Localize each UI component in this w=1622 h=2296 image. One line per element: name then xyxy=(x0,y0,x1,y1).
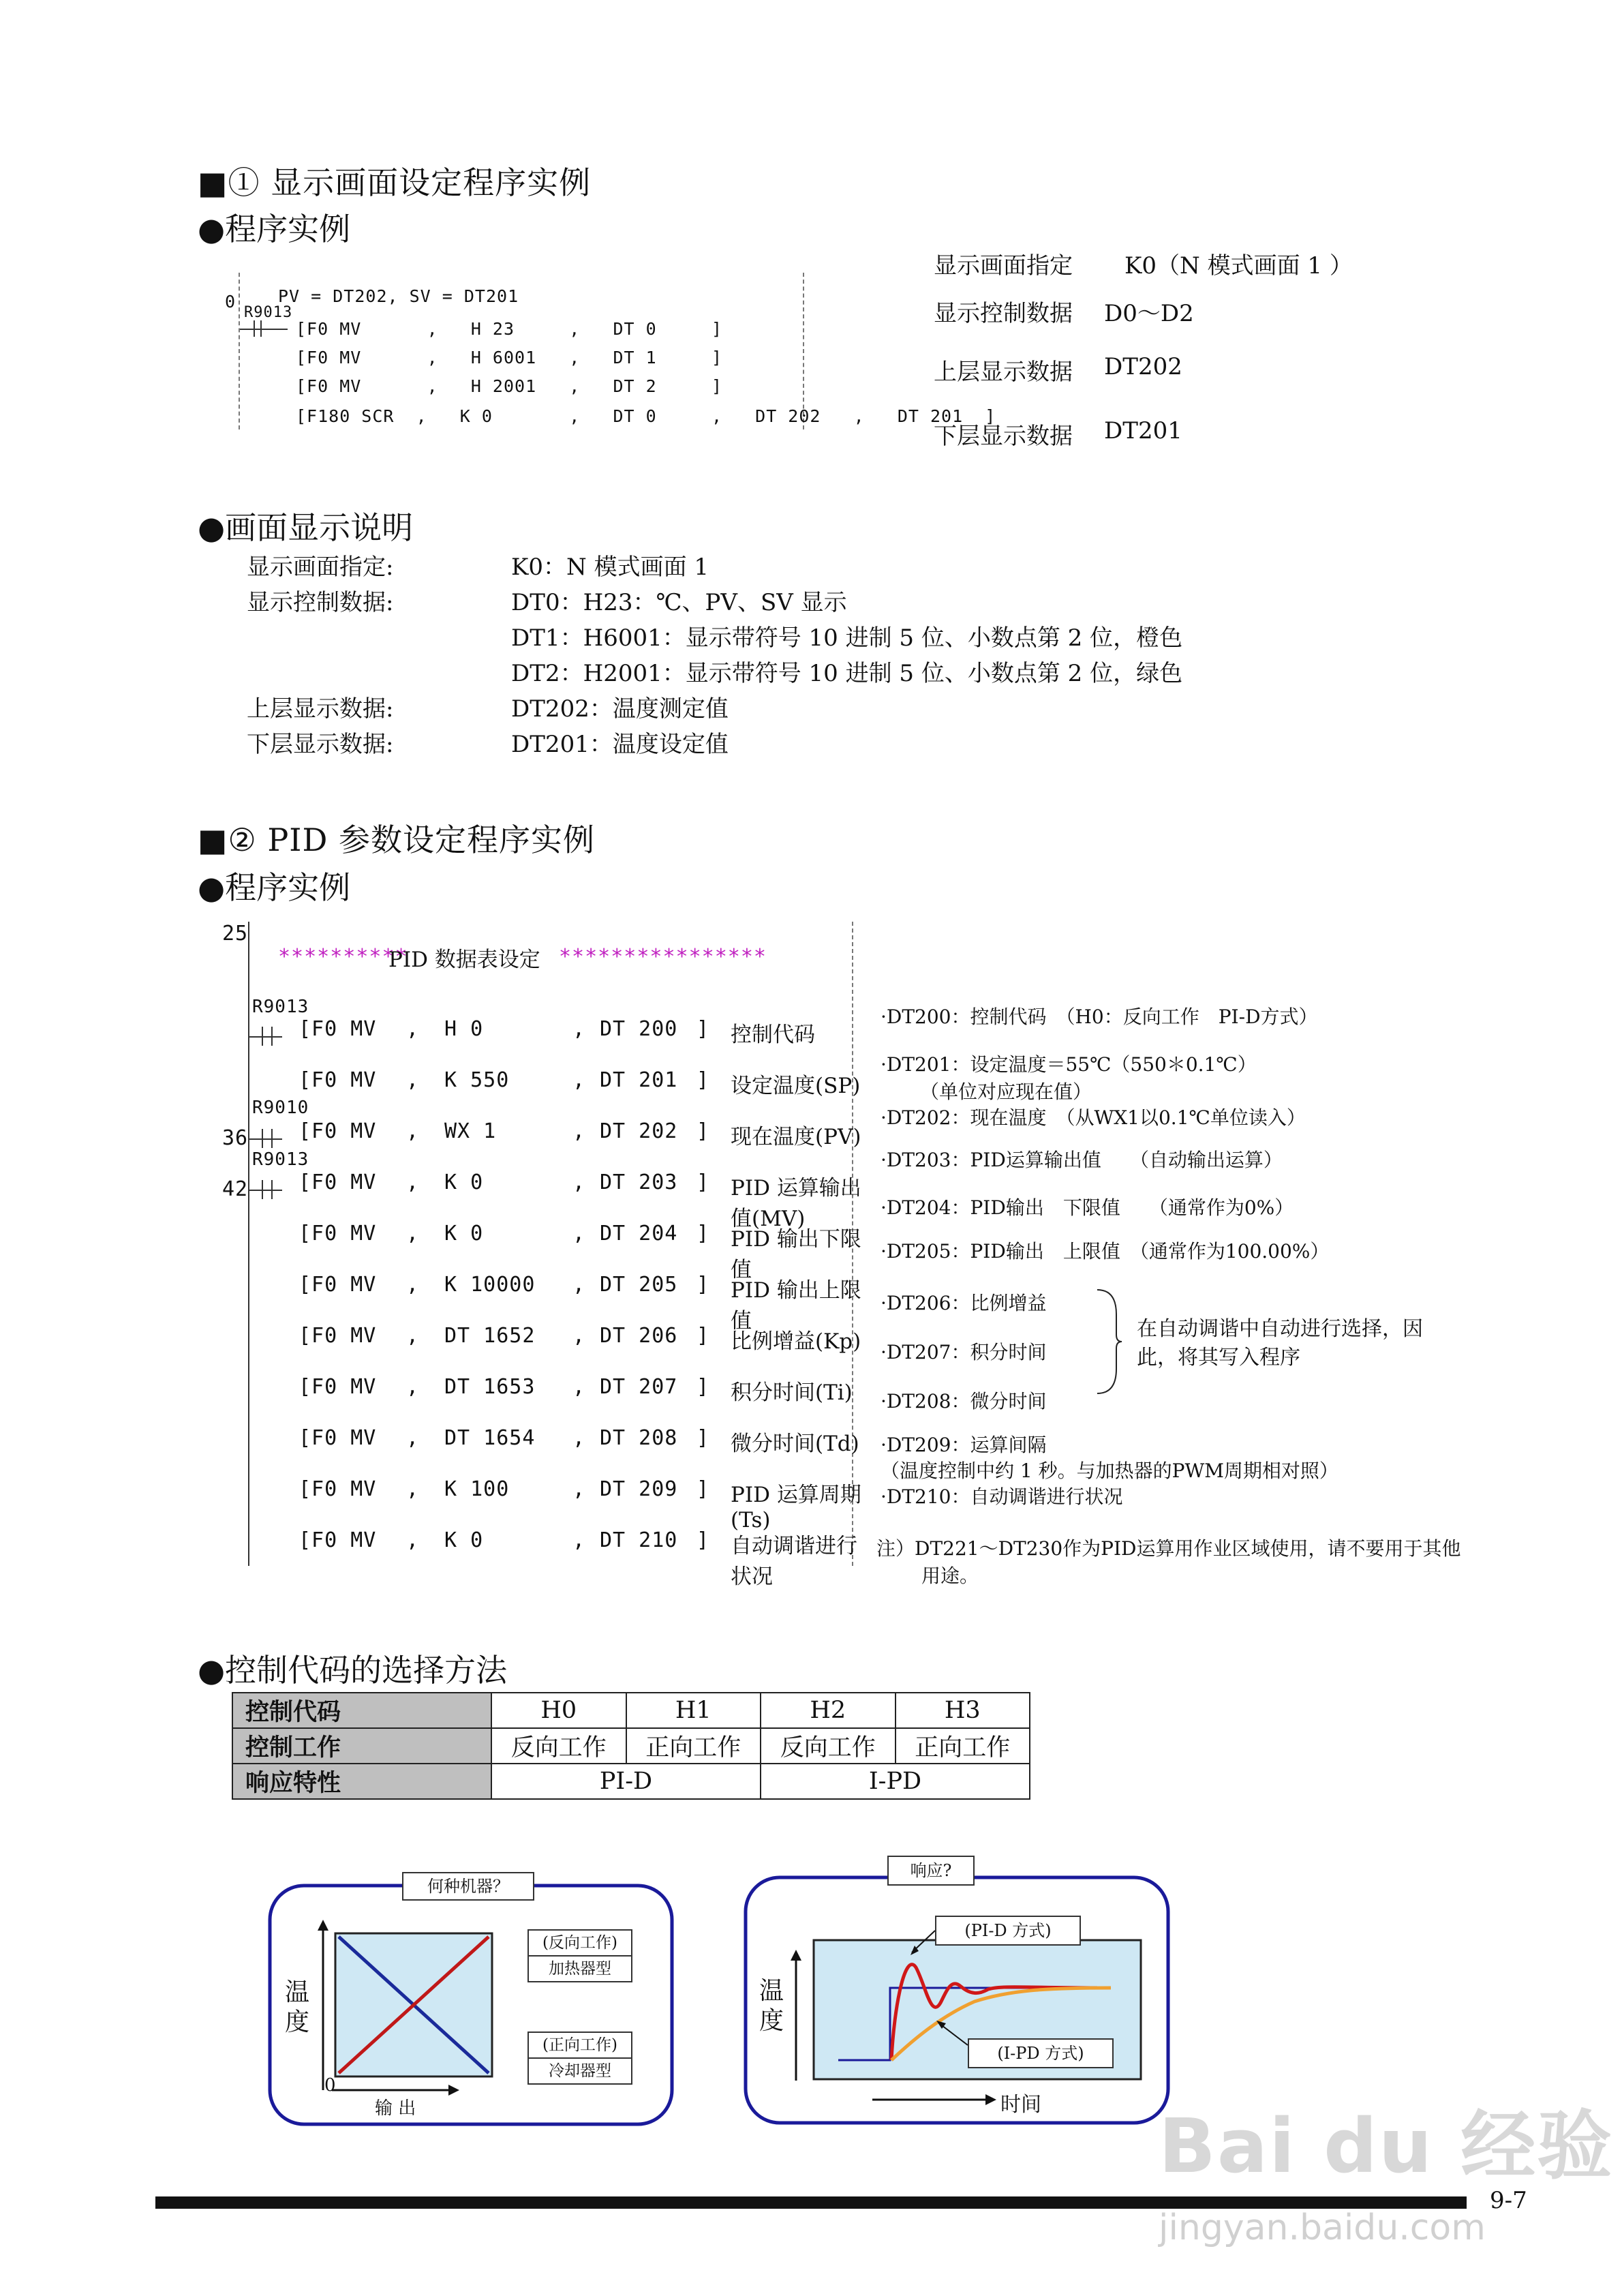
diagram1-box-heater xyxy=(527,1929,632,1982)
side-info-label: 下层显示数据 xyxy=(934,423,1073,450)
ladder1-row: [F0 MV , H 2001 , DT 2 ] xyxy=(296,376,722,396)
side-info-label: 显示控制数据 xyxy=(934,300,1073,327)
diagram-response xyxy=(743,1856,1172,2128)
ladder2-src: WX 1 xyxy=(444,1119,497,1143)
ladder2-sep: , xyxy=(572,1119,586,1143)
ladder2-op: [F0 MV xyxy=(299,1324,377,1348)
ladder2-desc: 现在温度(PV) xyxy=(731,1125,861,1149)
ladder2-src: K 10000 xyxy=(444,1273,536,1297)
ladder2-sep: , xyxy=(406,1119,420,1143)
diagram2-title: 响应? xyxy=(887,1856,975,1886)
control-code-table xyxy=(232,1692,1030,1800)
ladder2-src: DT 1652 xyxy=(444,1324,536,1348)
table-row-header: 响应特性 xyxy=(232,1764,491,1799)
note-dt209b: （温度控制中约 1 秒。与加热器的PWM周期相对照） xyxy=(881,1460,1338,1482)
table-cell: H3 xyxy=(896,1693,1030,1728)
diagram1-origin: 0 xyxy=(324,2075,336,2096)
diagram1-box-cooler xyxy=(527,2031,632,2085)
note-dt210: ·DT210：自动调谐进行状况 xyxy=(881,1485,1123,1508)
explain-value: DT1：H6001：显示带符号 10 进制 5 位、小数点第 2 位，橙色 xyxy=(511,624,1183,652)
label-pid-method: (PI-D 方式) xyxy=(935,1916,1081,1946)
explain-value: K0：N 模式画面 1 xyxy=(511,554,709,581)
ladder2-op: [F0 MV xyxy=(299,1017,377,1041)
ladder2-sep: , xyxy=(572,1477,586,1501)
ladder1-row: [F180 SCR , K 0 , DT 0 , DT 202 , DT 201 ] xyxy=(296,406,996,426)
diagram-machine-type xyxy=(267,1872,676,2131)
ladder2-desc: 控制代码 xyxy=(731,1023,815,1047)
side-info-value: DT201 xyxy=(1104,417,1182,444)
ladder2-desc: 自动调谐进行状况 xyxy=(731,1534,857,1589)
ladder2-bracket: ] xyxy=(697,1017,710,1041)
note-dt201b: （单位对应现在值） xyxy=(920,1081,1092,1103)
diagram2-ylabel: 温 xyxy=(759,1977,784,2005)
ladder1-row: [F0 MV , H 6001 , DT 1 ] xyxy=(296,348,722,367)
note-dt206: ·DT206：比例增益 xyxy=(881,1292,1047,1314)
ladder2-desc: PID 运算周期(Ts) xyxy=(731,1483,861,1532)
box-line: 加热器型 xyxy=(529,1955,631,1981)
explain-value: DT0：H23：℃、PV、SV 显示 xyxy=(511,589,847,616)
explain-label: 上层显示数据: xyxy=(247,695,394,723)
ladder1-contact: R9013 xyxy=(244,304,293,321)
table-cell: 正向工作 xyxy=(896,1728,1030,1764)
ladder2-bracket: ] xyxy=(697,1170,710,1194)
ladder2-src: K 100 xyxy=(444,1477,510,1501)
ladder2-sep: , xyxy=(406,1477,420,1501)
side-info-label: 显示画面指定 xyxy=(934,252,1073,280)
side-info-label: 上层显示数据 xyxy=(934,359,1073,386)
ladder2-dst: DT 210 xyxy=(600,1528,678,1552)
ladder2-bracket: ] xyxy=(697,1068,710,1092)
watermark-logo: Bai du 经验 xyxy=(1159,2102,1614,2190)
ladder2-bracket: ] xyxy=(697,1273,710,1297)
ladder-diagram-2 xyxy=(218,922,872,1589)
explain-label: 显示控制数据: xyxy=(247,589,394,616)
side-info-value: D0～D2 xyxy=(1104,300,1194,327)
note-footnote: 注）DT221～DT230作为PID运算用作业区域使用，请不要用于其他 xyxy=(876,1537,1461,1560)
diagram1-xlabel: 输 出 xyxy=(375,2098,416,2119)
explain-value: DT201：温度设定值 xyxy=(511,731,729,758)
ladder2-op: [F0 MV xyxy=(299,1426,377,1450)
note-dt202: ·DT202：现在温度 （从WX1以0.1℃单位读入） xyxy=(881,1106,1306,1129)
ladder2-dst: DT 204 xyxy=(600,1222,678,1245)
banner-stars-left: ********** xyxy=(278,945,408,969)
ladder2-src: K 0 xyxy=(444,1222,484,1245)
note-dt201: ·DT201：设定温度＝55℃（550＊0.1℃） xyxy=(881,1053,1257,1076)
page-number: 9-7 xyxy=(1490,2187,1527,2214)
ladder2-sep: , xyxy=(406,1170,420,1194)
ladder2-sep: , xyxy=(406,1375,420,1399)
ladder2-sep: , xyxy=(572,1528,586,1552)
ladder2-sep: , xyxy=(572,1375,586,1399)
ladder-diagram-1 xyxy=(225,273,996,436)
banner-stars-right: **************** xyxy=(559,945,767,969)
table-cell: H0 xyxy=(491,1693,626,1728)
ladder2-sep: , xyxy=(406,1068,420,1092)
ladder2-sep: , xyxy=(572,1324,586,1348)
ladder2-sep: , xyxy=(406,1273,420,1297)
note-dt205: ·DT205：PID输出 上限值 （通常作为100.00%） xyxy=(881,1240,1330,1263)
ladder2-op: [F0 MV xyxy=(299,1119,377,1143)
explain-value: DT202：温度测定值 xyxy=(511,695,729,723)
box-line: (反向工作) xyxy=(542,1934,617,1952)
table-cell: 反向工作 xyxy=(491,1728,626,1764)
ladder2-op: [F0 MV xyxy=(299,1273,377,1297)
ladder2-bracket: ] xyxy=(697,1222,710,1245)
explain-value: DT2：H2001：显示带符号 10 进制 5 位、小数点第 2 位，绿色 xyxy=(511,660,1183,687)
ladder2-sep: , xyxy=(406,1017,420,1041)
ladder1-rung xyxy=(240,329,288,330)
ladder1-step: 0 xyxy=(225,292,236,312)
ladder2-contact: R9013 xyxy=(252,997,309,1017)
watermark-url: jingyan.baidu.com xyxy=(1159,2207,1486,2248)
table-row-header: 控制代码 xyxy=(232,1693,491,1728)
diagram1-ylabel: 温 xyxy=(285,1978,310,2006)
section1-program-heading: ●程序实例 xyxy=(198,211,351,247)
ladder2-desc: 比例增益(Kp) xyxy=(731,1329,861,1354)
ladder2-src: K 0 xyxy=(444,1170,484,1194)
side-info-value: K0（N 模式画面 1 ） xyxy=(1124,252,1353,280)
control-code-heading: ●控制代码的选择方法 xyxy=(198,1652,508,1689)
ladder2-dst: DT 202 xyxy=(600,1119,678,1143)
section1-title: ■① 显示画面设定程序实例 xyxy=(198,164,592,201)
ladder2-src: H 0 xyxy=(444,1017,484,1041)
note-dt200: ·DT200：控制代码 （H0：反向工作 PI-D方式） xyxy=(881,1006,1318,1028)
ladder2-op: [F0 MV xyxy=(299,1068,377,1092)
explain-label: 下层显示数据: xyxy=(247,731,394,758)
ladder2-bracket: ] xyxy=(697,1426,710,1450)
ladder2-bracket: ] xyxy=(697,1528,710,1552)
ladder2-dst: DT 207 xyxy=(600,1375,678,1399)
diagram2-ylabel: 度 xyxy=(759,2007,784,2035)
ladder1-row: [F0 MV , H 23 , DT 0 ] xyxy=(296,319,722,339)
ladder2-op: [F0 MV xyxy=(299,1375,377,1399)
brace-text: 在自动调谐中自动进行选择，因 xyxy=(1137,1317,1423,1341)
banner-text: PID 数据表设定 xyxy=(388,948,540,972)
ladder2-sep: , xyxy=(406,1324,420,1348)
ladder2-src: DT 1654 xyxy=(444,1426,536,1450)
ladder2-src: DT 1653 xyxy=(444,1375,536,1399)
note-footnote-cont: 用途。 xyxy=(921,1565,979,1587)
ladder2-dst: DT 205 xyxy=(600,1273,678,1297)
note-dt209: ·DT209：运算间隔 xyxy=(881,1434,1047,1456)
ladder2-sep: , xyxy=(406,1528,420,1552)
side-info-value: DT202 xyxy=(1104,353,1182,380)
table-cell: 正向工作 xyxy=(626,1728,761,1764)
diagram2-xlabel: 时间 xyxy=(1000,2093,1041,2117)
ladder2-desc: PID 运算输出值(MV) xyxy=(731,1176,861,1231)
box-line: (正向工作) xyxy=(542,2036,617,2054)
ladder2-sep: , xyxy=(572,1273,586,1297)
section2-title: ■② PID 参数设定程序实例 xyxy=(198,821,595,858)
ladder2-op: [F0 MV xyxy=(299,1477,377,1501)
ladder2-desc: PID 输出上限值 xyxy=(731,1278,861,1333)
label-ipd-method: (I-PD 方式) xyxy=(968,2038,1114,2068)
ladder2-desc: 积分时间(Ti) xyxy=(731,1380,853,1405)
ladder2-dst: DT 203 xyxy=(600,1170,678,1194)
ladder2-desc: 微分时间(Td) xyxy=(731,1432,859,1456)
table-row-header: 控制工作 xyxy=(232,1728,491,1764)
explain-label: 显示画面指定: xyxy=(247,554,394,581)
ladder2-dst: DT 206 xyxy=(600,1324,678,1348)
ladder2-sep: , xyxy=(406,1222,420,1245)
ladder1-comment: PV = DT202, SV = DT201 xyxy=(278,286,519,306)
ladder2-dst: DT 209 xyxy=(600,1477,678,1501)
brace-icon xyxy=(1096,1287,1123,1396)
note-dt207: ·DT207：积分时间 xyxy=(881,1341,1047,1363)
ladder2-sep: , xyxy=(572,1017,586,1041)
ladder2-step: 25 xyxy=(222,922,249,946)
note-dt208: ·DT208：微分时间 xyxy=(881,1390,1047,1413)
ladder2-dst: DT 208 xyxy=(600,1426,678,1450)
ladder2-op: [F0 MV xyxy=(299,1170,377,1194)
note-dt204: ·DT204：PID输出 下限值 （通常作为0%） xyxy=(881,1196,1294,1219)
diagram1-title: 何种机器？ xyxy=(402,1872,534,1901)
note-dt203: ·DT203：PID运算输出值 （自动输出运算） xyxy=(881,1149,1283,1171)
ladder2-bracket: ] xyxy=(697,1375,710,1399)
table-cell: H1 xyxy=(626,1693,761,1728)
table-cell: H2 xyxy=(761,1693,896,1728)
ladder2-src: K 550 xyxy=(444,1068,510,1092)
ladder2-desc: 设定温度(SP) xyxy=(731,1074,861,1098)
table-cell: PI-D xyxy=(491,1764,761,1799)
ladder2-sep: , xyxy=(572,1170,586,1194)
ladder2-op: [F0 MV xyxy=(299,1222,377,1245)
table-cell: 反向工作 xyxy=(761,1728,896,1764)
ladder2-sep: , xyxy=(572,1222,586,1245)
ladder2-sep: , xyxy=(572,1068,586,1092)
ladder2-bracket: ] xyxy=(697,1477,710,1501)
ladder2-contact: R9010 xyxy=(252,1098,309,1118)
ladder2-desc: PID 输出下限值 xyxy=(731,1227,861,1282)
ladder2-dst: DT 201 xyxy=(600,1068,678,1092)
section2-program-heading: ●程序实例 xyxy=(198,869,351,906)
ladder2-contact: R9013 xyxy=(252,1149,309,1170)
ladder2-bracket: ] xyxy=(697,1324,710,1348)
ladder2-step: 42 xyxy=(222,1177,249,1201)
ladder2-src: K 0 xyxy=(444,1528,484,1552)
box-line: 冷却器型 xyxy=(529,2057,631,2083)
brace-text: 此，将其写入程序 xyxy=(1137,1346,1300,1370)
ladder2-bracket: ] xyxy=(697,1119,710,1143)
diagram1-ylabel: 度 xyxy=(285,2008,310,2036)
ladder2-op: [F0 MV xyxy=(299,1528,377,1552)
ladder2-dst: DT 200 xyxy=(600,1017,678,1041)
ladder2-step: 36 xyxy=(222,1126,249,1150)
table-cell: I-PD xyxy=(761,1764,1030,1799)
explain-heading: ●画面显示说明 xyxy=(198,509,414,546)
ladder2-sep: , xyxy=(406,1426,420,1450)
ladder2-sep: , xyxy=(572,1426,586,1450)
